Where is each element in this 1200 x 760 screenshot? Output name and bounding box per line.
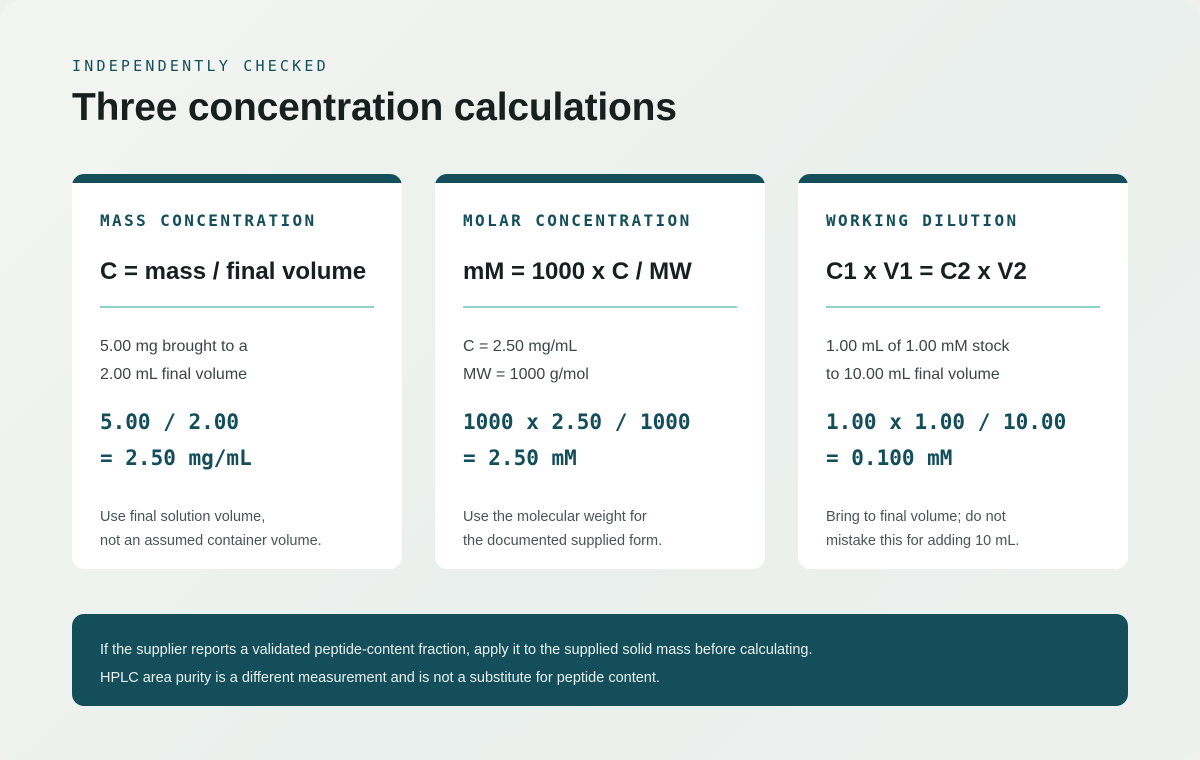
calc-line: 1000 x 2.50 / 1000 bbox=[463, 410, 691, 434]
note-line: mistake this for adding 10 mL. bbox=[826, 533, 1020, 549]
calc-result: = 2.50 mg/mL bbox=[100, 446, 252, 470]
card-divider bbox=[100, 306, 374, 308]
calc-result: = 0.100 mM bbox=[826, 446, 953, 470]
calc-line: 1.00 x 1.00 / 10.00 bbox=[826, 410, 1067, 434]
note-line: Bring to final volume; do not bbox=[826, 509, 1006, 525]
input-line: 1.00 mL of 1.00 mM stock bbox=[826, 338, 1010, 355]
card-inputs bbox=[826, 333, 1009, 389]
card-inputs bbox=[100, 333, 248, 389]
input-line: MW = 1000 g/mol bbox=[463, 366, 589, 383]
input-line: to 10.00 mL final volume bbox=[826, 366, 1000, 383]
card-mass-concentration bbox=[72, 174, 402, 569]
card-calculation bbox=[463, 404, 691, 476]
card-note bbox=[100, 505, 322, 553]
page-title: Three concentration calculations bbox=[72, 86, 677, 129]
note-line: Use the molecular weight for bbox=[463, 509, 647, 525]
card-molar-concentration bbox=[435, 174, 765, 569]
footer-line: If the supplier reports a validated peptide-content fraction, apply it to the supplied solid mass before calculating. bbox=[100, 642, 813, 658]
card-formula: mM = 1000 x C / MW bbox=[463, 258, 692, 285]
footer-callout bbox=[72, 614, 1128, 706]
card-divider bbox=[463, 306, 737, 308]
card-calculation bbox=[826, 404, 1066, 476]
note-line: Use final solution volume, bbox=[100, 509, 266, 525]
eyebrow-label: INDEPENDENTLY CHECKED bbox=[72, 57, 329, 75]
card-divider bbox=[826, 306, 1100, 308]
card-accent-bar bbox=[798, 174, 1128, 183]
input-line: 5.00 mg brought to a bbox=[100, 338, 248, 355]
card-formula: C1 x V1 = C2 x V2 bbox=[826, 258, 1027, 285]
note-line: the documented supplied form. bbox=[463, 533, 663, 549]
card-label: MOLAR CONCENTRATION bbox=[463, 211, 692, 230]
card-accent-bar bbox=[435, 174, 765, 183]
card-working-dilution bbox=[798, 174, 1128, 569]
card-note bbox=[463, 505, 662, 553]
input-line: C = 2.50 mg/mL bbox=[463, 338, 578, 355]
card-calculation bbox=[100, 404, 252, 476]
calc-line: 5.00 / 2.00 bbox=[100, 410, 240, 434]
input-line: 2.00 mL final volume bbox=[100, 366, 248, 383]
card-label: WORKING DILUTION bbox=[826, 211, 1019, 230]
card-inputs bbox=[463, 333, 589, 389]
card-note bbox=[826, 505, 1019, 553]
note-line: not an assumed container volume. bbox=[100, 533, 322, 549]
card-formula: C = mass / final volume bbox=[100, 258, 367, 285]
footer-line: HPLC area purity is a different measurement and is not a substitute for peptide content. bbox=[100, 670, 660, 686]
calc-result: = 2.50 mM bbox=[463, 446, 577, 470]
card-label: MASS CONCENTRATION bbox=[100, 211, 317, 230]
card-accent-bar bbox=[72, 174, 402, 183]
